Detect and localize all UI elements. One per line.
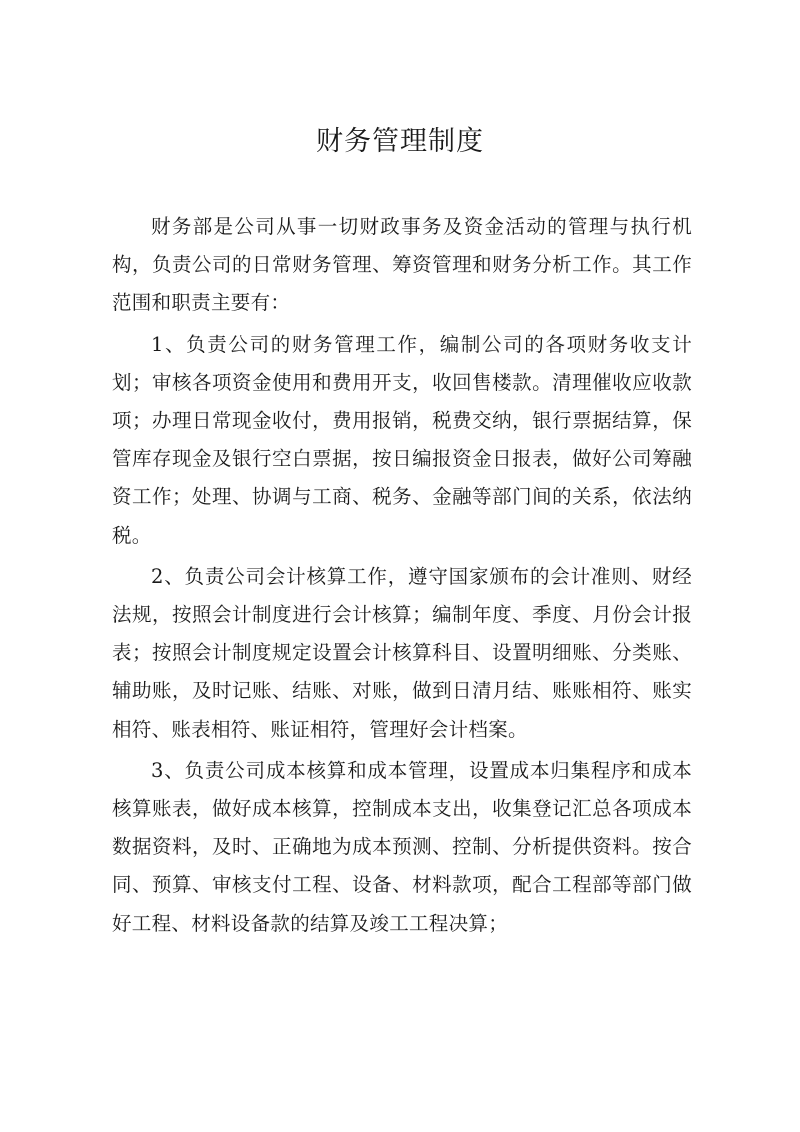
- duty-paragraph-1: 1、负责公司的财务管理工作，编制公司的各项财务收支计划；审核各项资金使用和费用开支，收回售楼款。清理催收应收款项；办理日常现金收付，费用报销，税费交纳，银行票据结算，保管库存现金及银行空白票据，按日编报资金日报表，做好公司筹融资工作；处理、协调与工商、税务、金融等部门间的关系，依法纳税。: [112, 332, 692, 547]
- intro-paragraph: 财务部是公司从事一切财政事务及资金活动的管理与执行机构，负责公司的日常财务管理、筹资管理和财务分析工作。其工作范围和职责主要有：: [112, 215, 692, 315]
- duty-paragraph-2: 2、负责公司会计核算工作，遵守国家颁布的会计准则、财经法规，按照会计制度进行会计核算；编制年度、季度、月份会计报表；按照会计制度规定设置会计核算科目、设置明细账、分类账、辅助账，及时记账、结账、对账，做到日清月结、账账相符、账实相符、账表相符、账证相符，管理好会计档案。: [112, 564, 692, 741]
- duty-paragraph-3: 3、负责公司成本核算和成本管理，设置成本归集程序和成本核算账表，做好成本核算，控制成本支出，收集登记汇总各项成本数据资料，及时、正确地为成本预测、控制、分析提供资料。按合同、预算、审核支付工程、设备、材料款项，配合工程部等部门做好工程、材料设备款的结算及竣工工程决算；: [112, 758, 692, 935]
- document-title: 财务管理制度: [316, 126, 484, 157]
- document-body: [112, 208, 692, 943]
